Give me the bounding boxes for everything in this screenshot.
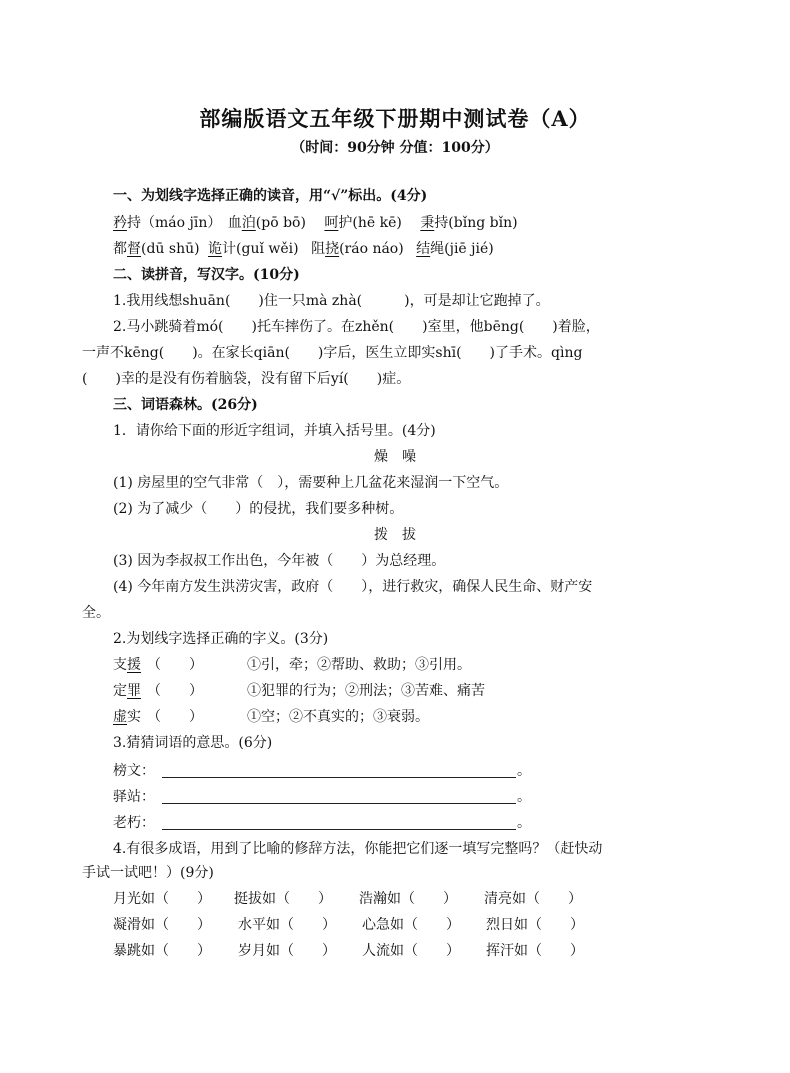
section2-line: ( )幸的是没有伤着脑袋，没有留下后yí( )症。 — [82, 371, 411, 387]
idiom-item[interactable]: 暴跳如（ ） — [113, 943, 211, 959]
meaning-options: ①引，牵；②帮助、救助；③引用。 — [247, 657, 471, 673]
q1-sentence: 全。 — [82, 605, 110, 621]
q1-prompt: 1．请你给下面的形近字组词，并填入括号里。(4分) — [113, 423, 436, 439]
q2-prompt: 2.为划线字选择正确的字义。(3分) — [113, 631, 329, 647]
idiom-item[interactable]: 烈日如（ ） — [486, 917, 584, 933]
q1-sentence: (4) 今年南方发生洪涝灾害，政府（ ），进行救灾，确保人民生命、财产安 — [113, 579, 593, 595]
pinyin-item[interactable]: 血泊(pō bō) — [227, 215, 306, 231]
meaning-row: 定罪 — [113, 683, 141, 699]
pinyin-item[interactable]: 呵护(hē kē) — [324, 215, 402, 231]
q4-prompt: 手试一试吧！）(9分) — [82, 865, 214, 881]
pinyin-row-2 — [113, 239, 494, 259]
idiom-item[interactable]: 人流如（ ） — [362, 943, 460, 959]
section3-heading: 三、词语森林。(26分) — [113, 397, 258, 413]
q1-sentence: (3) 因为李叔叔工作出色，今年被（ ）为总经理。 — [113, 553, 446, 569]
idiom-item[interactable]: 挥汗如（ ） — [486, 943, 584, 959]
q3-label: 榜文： — [113, 763, 155, 779]
q3-label: 驿站： — [113, 789, 155, 805]
q3-end: 。 — [517, 789, 531, 805]
answer-blank[interactable]: （ ） — [147, 683, 203, 699]
answer-line[interactable] — [162, 829, 516, 830]
pinyin-item[interactable]: 结绳(jiē jié) — [416, 241, 494, 257]
answer-blank[interactable]: （ ） — [147, 657, 203, 673]
idiom-item[interactable]: 浩瀚如（ ） — [359, 891, 457, 907]
char-pair: 拨 拔 — [374, 527, 416, 543]
pinyin-item[interactable]: 矜持（máo jīn） — [113, 215, 222, 231]
q1-sentence: (2) 为了减少（ ）的侵扰，我们要多种树。 — [113, 501, 404, 517]
idiom-item[interactable]: 岁月如（ ） — [238, 943, 336, 959]
page-title: 部编版语文五年级下册期中测试卷（A） — [199, 106, 591, 131]
meaning-row: 支援 — [113, 657, 141, 673]
q3-end: 。 — [517, 763, 531, 779]
char-pair: 燥 噪 — [374, 449, 416, 465]
answer-line[interactable] — [162, 777, 516, 778]
meaning-options: ①空；②不真实的；③衰弱。 — [247, 709, 429, 725]
idiom-item[interactable]: 月光如（ ） — [113, 891, 211, 907]
pinyin-item[interactable]: 秉持(bǐng bǐn) — [420, 215, 518, 231]
idiom-item[interactable]: 水平如（ ） — [238, 917, 336, 933]
section2-line: 1.我用线想shuān( )住一只mà zhà( )，可是却让它跑掉了。 — [113, 293, 550, 309]
idiom-item[interactable]: 凝滑如（ ） — [113, 917, 211, 933]
pinyin-row-1 — [113, 213, 518, 233]
pinyin-item[interactable]: 都督(dū shū) — [113, 241, 200, 257]
q3-label: 老朽： — [113, 815, 155, 831]
answer-blank[interactable]: （ ） — [147, 709, 203, 725]
q3-end: 。 — [517, 815, 531, 831]
idiom-item[interactable]: 清亮如（ ） — [484, 891, 582, 907]
section2-line: 2.马小跳骑着mó( )托车摔伤了。在zhěn( )室里，他bēng( )着脸， — [113, 319, 600, 335]
meaning-row: 虚实 — [113, 709, 141, 725]
meaning-options: ①犯罪的行为；②刑法；③苦难、痛苦 — [247, 683, 485, 699]
pinyin-item[interactable]: 诡计(guǐ wěi) — [208, 241, 299, 257]
section2-heading: 二、读拼音，写汉字。(10分) — [113, 267, 300, 283]
q3-prompt: 3.猜猜词语的意思。(6分) — [113, 735, 273, 751]
q1-sentence: (1) 房屋里的空气非常（ ），需要种上几盆花来湿润一下空气。 — [113, 475, 509, 491]
q4-prompt: 4.有很多成语，用到了比喻的修辞方法，你能把它们逐一填写完整吗？（赶快动 — [113, 841, 603, 857]
idiom-item[interactable]: 心急如（ ） — [362, 917, 460, 933]
section2-line: 一声不kēng( )。在家长qiān( )字后，医生立即实shī( )了手术。qìng — [82, 345, 583, 361]
page-subtitle: （时间：90分钟 分值：100分） — [291, 140, 499, 156]
idiom-item[interactable]: 挺拔如（ ） — [234, 891, 332, 907]
answer-line[interactable] — [162, 803, 516, 804]
section1-heading: 一、为划线字选择正确的读音，用“√”标出。(4分) — [113, 188, 428, 204]
pinyin-item[interactable]: 阻挠(ráo náo) — [311, 241, 404, 257]
